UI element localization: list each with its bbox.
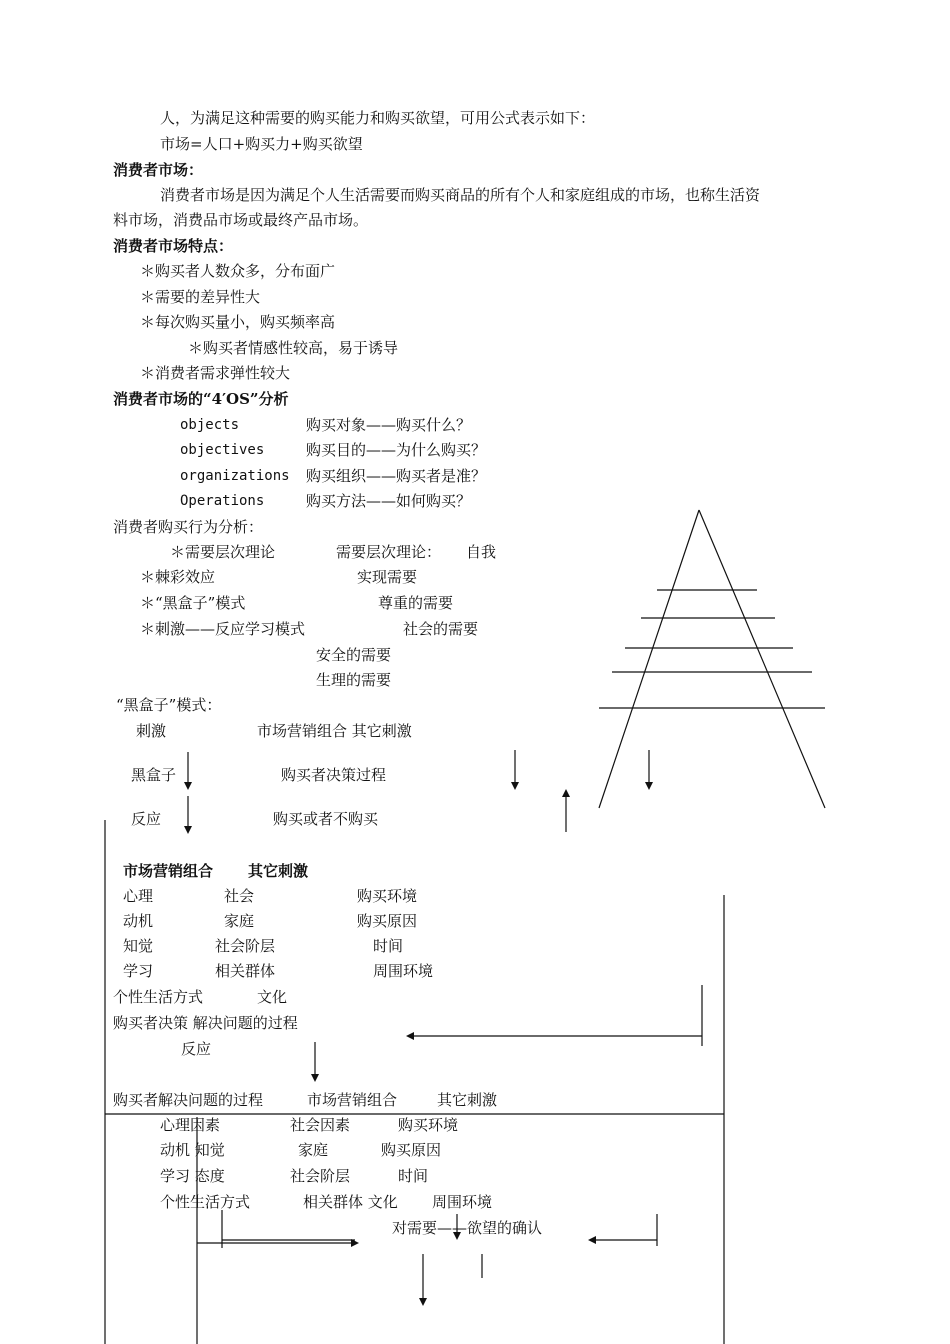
blackbox-heading: “黑盒子”模式： bbox=[116, 696, 222, 714]
table1-cell: 动机 bbox=[123, 912, 154, 930]
table2-cell: 社会阶层 bbox=[290, 1167, 351, 1185]
hierarchy-title: 需要层次理论： bbox=[336, 543, 442, 561]
consumer-market-heading: 消费者市场： bbox=[113, 161, 204, 179]
table2-cell: 社会因素 bbox=[290, 1116, 351, 1134]
blackbox-response-detail: 购买或者不购买 bbox=[273, 810, 379, 828]
table2-cell: 相关群体 文化 bbox=[303, 1193, 398, 1211]
consumer-market-para-1: 消费者市场是因为满足个人生活需要而购买商品的所有个人和家庭组成的市场，也称生活资 bbox=[160, 186, 761, 204]
blackbox-box-detail: 购买者决策过程 bbox=[281, 766, 387, 784]
four-os-zh: 购买组织——购买者是准？ bbox=[306, 467, 487, 485]
table2-cell: 学习 态度 bbox=[160, 1167, 225, 1185]
consumer-market-para-2: 料市场，消费品市场或最终产品市场。 bbox=[113, 211, 369, 229]
behavior-item: ＊需要层次理论 bbox=[170, 543, 276, 561]
table2-header-b: 市场营销组合 bbox=[307, 1091, 398, 1109]
blackbox-response: 反应 bbox=[131, 810, 162, 828]
table1-cell: 家庭 bbox=[224, 912, 255, 930]
table1-cell: 购买原因 bbox=[357, 912, 418, 930]
hierarchy-level: 实现需要 bbox=[357, 568, 418, 586]
hierarchy-top-word: 自我 bbox=[466, 543, 497, 561]
feature-item: ＊购买者情感性较高，易于诱导 bbox=[188, 339, 399, 357]
table2-cell: 时间 bbox=[398, 1167, 429, 1185]
table2-cell: 购买环境 bbox=[398, 1116, 459, 1134]
behavior-item: ＊棘彩效应 bbox=[140, 568, 216, 586]
table1-cell: 社会阶层 bbox=[215, 937, 276, 955]
table1-cell: 知觉 bbox=[123, 937, 154, 955]
features-heading: 消费者市场特点： bbox=[113, 237, 234, 255]
table1-row5b: 文化 bbox=[257, 988, 288, 1006]
table1-header-a: 市场营销组合 bbox=[123, 862, 214, 880]
hierarchy-level: 生理的需要 bbox=[316, 671, 392, 689]
behavior-heading: 消费者购买行为分析： bbox=[113, 518, 264, 536]
pyramid-right-edge bbox=[699, 510, 825, 808]
four-os-en: Operations bbox=[180, 493, 265, 509]
table2-header: 购买者解决问题的过程 bbox=[113, 1091, 264, 1109]
table1-response: 反应 bbox=[181, 1040, 212, 1058]
hierarchy-level: 社会的需要 bbox=[403, 620, 479, 638]
table2-cell: 个性生活方式 bbox=[160, 1193, 251, 1211]
four-os-en: organizations bbox=[180, 468, 290, 484]
table1-decision: 购买者决策 解决问题的过程 bbox=[113, 1014, 298, 1032]
blackbox-stimulus-detail: 市场营销组合 其它刺激 bbox=[257, 722, 412, 740]
behavior-item: ＊刺激——反应学习模式 bbox=[140, 620, 306, 638]
feature-item: ＊消费者需求弹性较大 bbox=[140, 364, 291, 382]
feature-item: ＊每次购买量小，购买频率高 bbox=[140, 313, 336, 331]
table2-cell: 动机 知觉 bbox=[160, 1141, 225, 1159]
blackbox-box: 黑盒子 bbox=[131, 766, 177, 784]
table1-row5a: 个性生活方式 bbox=[113, 988, 204, 1006]
feature-item: ＊需要的差异性大 bbox=[140, 288, 261, 306]
table1-cell: 心理 bbox=[123, 887, 154, 905]
hierarchy-level: 尊重的需要 bbox=[378, 594, 454, 612]
hierarchy-level: 安全的需要 bbox=[316, 646, 392, 664]
table2-cell: 心理因素 bbox=[160, 1116, 221, 1134]
four-os-zh: 购买目的——为什么购买？ bbox=[306, 441, 487, 459]
table2-header-c: 其它刺激 bbox=[437, 1091, 498, 1109]
blackbox-stimulus: 刺激 bbox=[136, 722, 167, 740]
four-os-en: objects bbox=[180, 417, 240, 433]
feature-item: ＊购买者人数众多，分布面广 bbox=[140, 262, 336, 280]
table2-cell: 家庭 bbox=[298, 1141, 329, 1159]
need-confirm-label: 对需要——欲望的确认 bbox=[392, 1219, 543, 1237]
four-os-en: objectives bbox=[180, 442, 265, 458]
table1-cell: 购买环境 bbox=[357, 887, 418, 905]
table1-header-b: 其它刺激 bbox=[248, 862, 309, 880]
four-os-zh: 购买方法——如何购买？ bbox=[306, 492, 472, 510]
table2-cell: 购买原因 bbox=[381, 1141, 442, 1159]
table2-cell: 周围环境 bbox=[432, 1193, 493, 1211]
table1-cell: 相关群体 bbox=[215, 962, 276, 980]
table1-cell: 社会 bbox=[224, 887, 255, 905]
four-os-heading: 消费者市场的“4′OS”分析 bbox=[113, 390, 289, 408]
behavior-item: ＊“黑盒子”模式 bbox=[140, 594, 246, 612]
table1-cell: 周围环境 bbox=[373, 962, 434, 980]
table1-cell: 时间 bbox=[373, 937, 404, 955]
market-formula: 市场=人口+购买力+购买欲望 bbox=[160, 135, 363, 153]
intro-line: 人，为满足这种需要的购买能力和购买欲望，可用公式表示如下： bbox=[160, 109, 596, 127]
four-os-zh: 购买对象——购买什么？ bbox=[306, 416, 472, 434]
table1-cell: 学习 bbox=[123, 962, 154, 980]
